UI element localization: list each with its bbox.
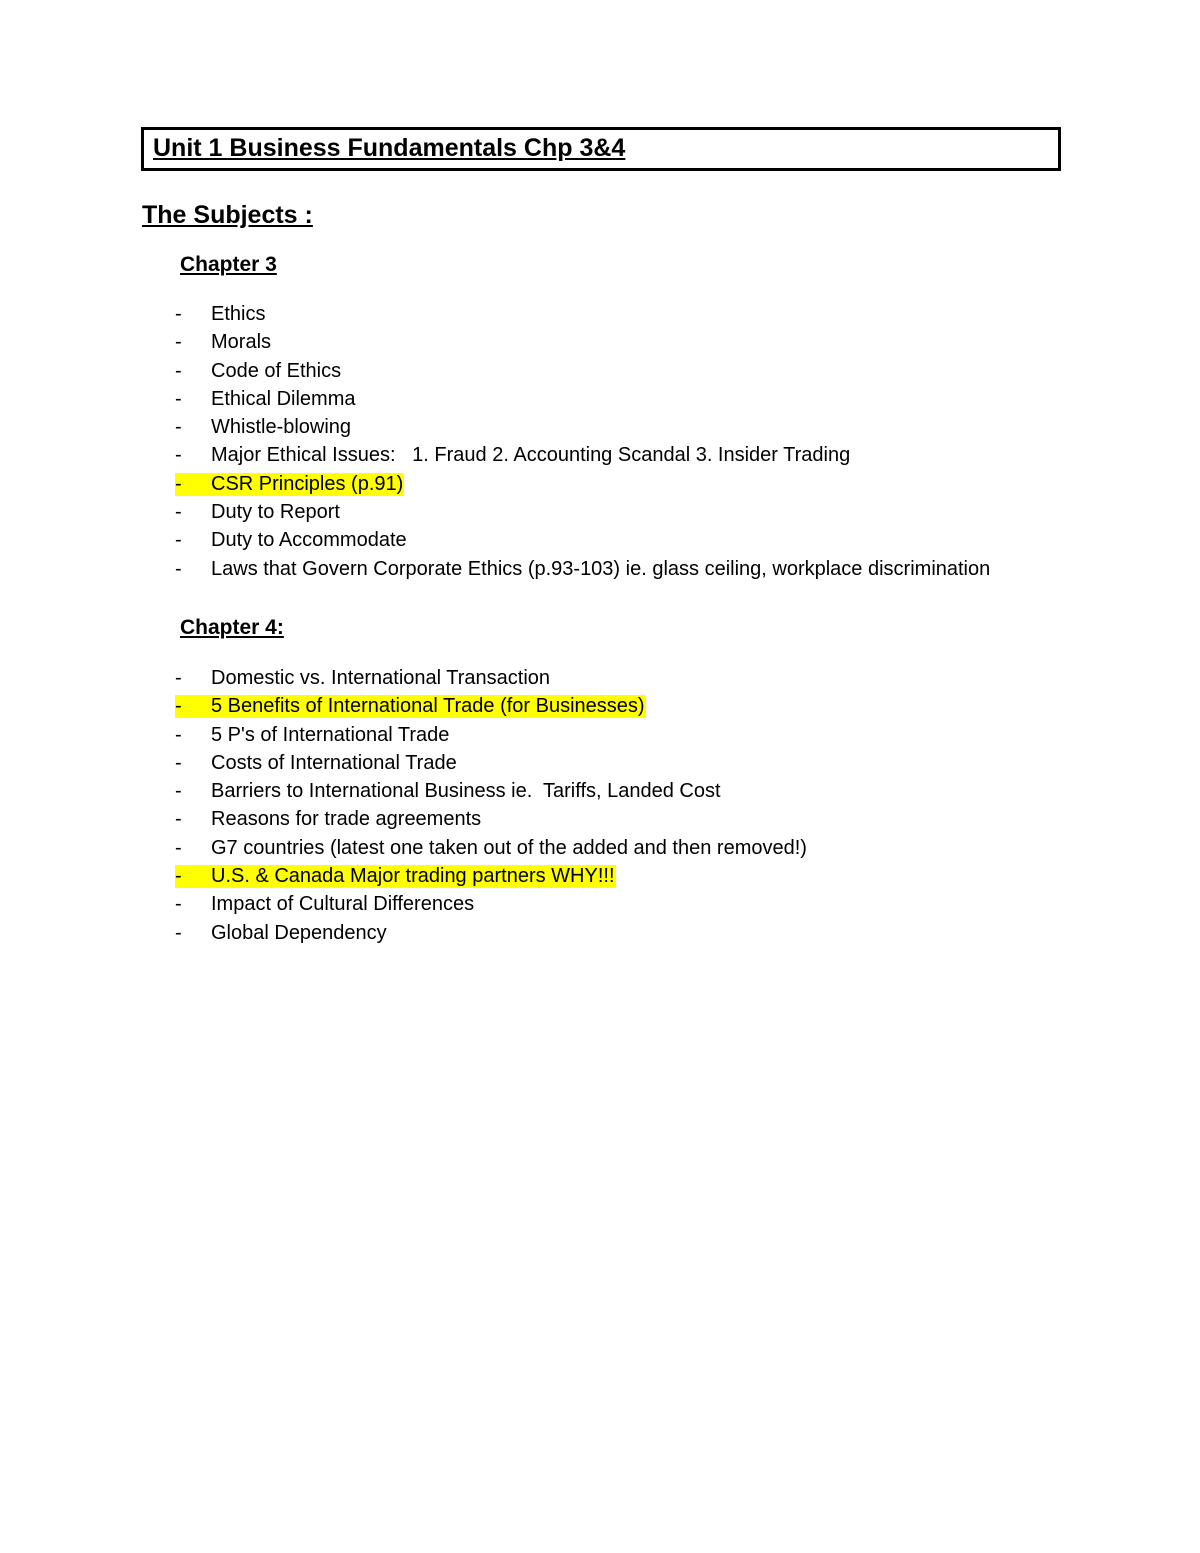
- list-item-text: G7 countries (latest one taken out of the added and then removed!): [211, 836, 807, 859]
- list-dash: -: [175, 836, 182, 859]
- list-dash: -: [175, 387, 182, 410]
- list-item: [175, 919, 808, 947]
- list-item-text: Impact of Cultural Differences: [211, 893, 475, 916]
- list-item: [175, 413, 991, 441]
- list-item-text: Duty to Report: [211, 501, 340, 524]
- list-item: [175, 692, 808, 720]
- item-highlight: [175, 724, 450, 747]
- list-item-text: Ethics: [211, 303, 266, 325]
- list-dash: -: [175, 751, 182, 774]
- chapter-heading: Chapter 3: [180, 253, 277, 276]
- list-item-text: 5 P's of International Trade: [211, 723, 450, 746]
- list-dash: -: [175, 501, 182, 524]
- list-item-text: 5 Benefits of International Trade (for Businesses): [211, 695, 645, 718]
- item-highlight: [175, 303, 266, 326]
- item-highlight: [175, 331, 272, 354]
- list-item-text: CSR Principles (p.91): [211, 472, 404, 495]
- list-item-text: Domestic vs. International Transaction: [211, 667, 551, 689]
- list-item: [175, 470, 991, 498]
- item-highlight: [175, 360, 342, 383]
- list-item: [175, 300, 991, 328]
- list-dash: -: [175, 416, 182, 439]
- item-highlight: [175, 529, 408, 552]
- list-dash: -: [175, 808, 182, 831]
- item-highlight: [175, 667, 551, 690]
- subjects-heading: The Subjects :: [142, 201, 313, 229]
- list-item: [175, 664, 808, 692]
- item-highlight: [175, 473, 404, 496]
- list-item: [175, 777, 808, 805]
- item-highlight: [175, 893, 475, 916]
- list-dash: -: [175, 921, 182, 944]
- list-dash: -: [175, 331, 182, 354]
- title-box: [141, 127, 1061, 171]
- item-highlight: [175, 444, 851, 467]
- list-dash: -: [175, 557, 182, 580]
- list-item: [175, 721, 808, 749]
- list-item: [175, 749, 808, 777]
- item-highlight: [175, 695, 646, 718]
- list-dash: -: [175, 303, 182, 325]
- item-highlight: [175, 388, 356, 411]
- list-item-text: Laws that Govern Corporate Ethics (p.93-103) ie. glass ceiling, workplace discrimination: [211, 557, 991, 580]
- list-item: [175, 526, 991, 554]
- list-dash: -: [175, 865, 182, 888]
- list-item-text: U.S. & Canada Major trading partners WHY!!!: [211, 865, 615, 888]
- list-item-text: Duty to Accommodate: [211, 529, 407, 552]
- chapter-3-list: [175, 300, 991, 583]
- item-highlight: [175, 808, 482, 831]
- item-highlight: [175, 780, 722, 803]
- list-item-text: Code of Ethics: [211, 359, 342, 382]
- list-item: [175, 555, 991, 583]
- list-item: [175, 441, 991, 469]
- list-dash: -: [175, 529, 182, 552]
- list-dash: -: [175, 695, 182, 718]
- list-item-text: Reasons for trade agreements: [211, 808, 482, 831]
- list-item: [175, 834, 808, 862]
- item-highlight: [175, 416, 352, 439]
- list-dash: -: [175, 723, 182, 746]
- list-dash: -: [175, 667, 182, 689]
- list-dash: -: [175, 444, 182, 467]
- chapter-4-list: [175, 664, 808, 947]
- list-item: [175, 862, 808, 890]
- item-highlight: [175, 865, 616, 888]
- document-title: Unit 1 Business Fundamentals Chp 3&4: [153, 134, 626, 162]
- list-item-text: Costs of International Trade: [211, 751, 457, 774]
- list-item-text: Ethical Dilemma: [211, 387, 356, 410]
- list-item-text: Major Ethical Issues: 1. Fraud 2. Accounting Scandal 3. Insider Trading: [211, 444, 851, 467]
- list-dash: -: [175, 472, 182, 495]
- chapter-heading: Chapter 4:: [180, 616, 284, 639]
- list-item: [175, 498, 991, 526]
- list-item-text: Morals: [211, 331, 272, 354]
- list-item: [175, 328, 991, 356]
- list-item-text: Barriers to International Business ie. Tariffs, Landed Cost: [211, 780, 721, 803]
- item-highlight: [175, 501, 341, 524]
- list-item: [175, 357, 991, 385]
- list-dash: -: [175, 780, 182, 803]
- list-dash: -: [175, 359, 182, 382]
- list-dash: -: [175, 893, 182, 916]
- list-item-text: Global Dependency: [211, 921, 387, 944]
- list-item-text: Whistle-blowing: [211, 416, 352, 439]
- list-item: [175, 385, 991, 413]
- item-highlight: [175, 837, 808, 860]
- item-highlight: [175, 922, 388, 945]
- item-highlight: [175, 752, 458, 775]
- list-item: [175, 890, 808, 918]
- item-highlight: [175, 558, 991, 581]
- list-item: [175, 805, 808, 833]
